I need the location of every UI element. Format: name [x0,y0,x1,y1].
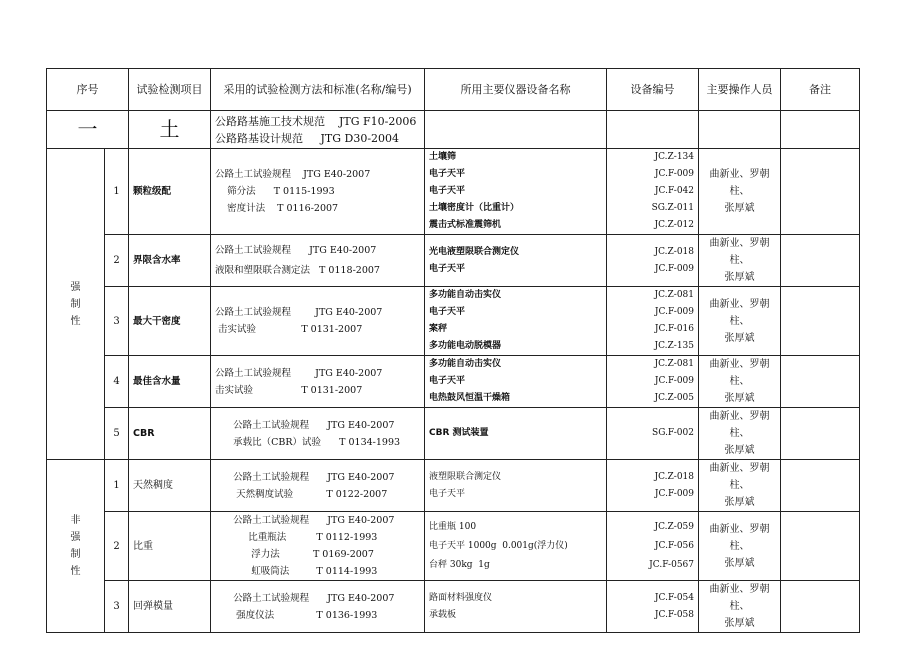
table-row [47,460,860,512]
operator-line: 曲新业、罗朝柱、 [709,584,770,612]
row-note [781,235,860,287]
operator-line: 张厚斌 [724,445,755,456]
equipment-line: 承载板 [429,609,457,620]
row-codes [607,512,699,581]
operator-line: 曲新业、罗朝柱、 [709,238,770,266]
row-no: 2 [105,512,129,581]
row-codes [607,149,699,235]
code-line: JC.F-058 [654,609,694,620]
row-item: 回弹模量 [129,581,211,633]
equipment-line: 电子天平 [429,376,466,386]
code-line: SG.F-002 [652,428,694,438]
header-operator: 主要操作人员 [699,69,781,111]
operator-line: 曲新业、罗朝柱、 [709,463,770,491]
code-line: JC.F-009 [654,307,694,317]
code-line: JC.Z-005 [654,393,694,403]
header-code: 设备编号 [607,69,699,111]
equipment-line: 多功能自动击实仪 [429,359,502,369]
header-note: 备注 [781,69,860,111]
code-line: JC.Z-134 [654,152,694,162]
section-standard-line: 公路路基施工技术规范 JTG F10-2006 [215,114,417,128]
row-codes [607,460,699,512]
row-no: 3 [105,581,129,633]
row-equipment [425,287,607,356]
row-operators [699,356,781,408]
equipment-line: 路面材料强度仪 [429,592,493,603]
table-row [47,356,860,408]
row-no: 5 [105,408,129,460]
code-line: JC.F-009 [654,169,694,179]
operator-line: 张厚斌 [724,393,755,404]
equipment-line: 电子天平 [429,186,466,196]
row-methods [211,149,425,235]
method-line: 击实试验 T 0131-2007 [215,384,363,396]
code-line: JC.F-009 [654,488,694,499]
row-operators [699,512,781,581]
row-methods [211,235,425,287]
table-row [47,149,860,235]
header-row [47,69,860,111]
operator-line: 张厚斌 [724,618,755,629]
row-codes [607,235,699,287]
category-mandatory [47,149,105,460]
method-line: 比重瓶法 T 0112-1993 [215,532,378,543]
header-equipment: 所用主要仪器设备名称 [425,69,607,111]
operator-line: 张厚斌 [724,272,755,283]
operator-line: 曲新业、罗朝柱、 [709,411,770,439]
row-note [781,581,860,633]
method-line: 密度计法 T 0116-2007 [215,203,339,214]
row-methods [211,356,425,408]
row-methods [211,408,425,460]
row-item: 比重 [129,512,211,581]
table-row [47,512,860,581]
code-line: JC.F-009 [654,376,694,386]
operator-line: 曲新业、罗朝柱、 [709,523,770,552]
equipment-line: 电子天平 1000g 0.001g(浮力仪) [429,540,568,551]
equipment-line: 电子天平 [429,263,466,274]
equipment-line: 台秤 30kg 1g [429,559,490,570]
method-line: 强度仪法 T 0136-1993 [215,609,378,621]
row-codes [607,356,699,408]
category-char: 制 [70,298,81,310]
code-line: SG.Z-011 [651,203,694,213]
code-line: JC.Z-059 [654,521,694,532]
row-codes [607,287,699,356]
row-codes [607,408,699,460]
method-line: 公路土工试验规程 JTG E40-2007 [215,367,383,379]
row-no: 4 [105,356,129,408]
equipment-line: 案秤 [429,324,448,334]
row-item: 最大干密度 [129,287,211,356]
row-operators [699,149,781,235]
row-note [781,512,860,581]
row-operators [699,581,781,633]
code-line: JC.Z-012 [654,220,694,230]
operator-line: 曲新业、罗朝柱、 [709,169,770,197]
code-line: JC.F-056 [654,540,694,551]
method-line: 公路土工试验规程 JTG E40-2007 [215,515,395,526]
table-row [47,408,860,460]
equipment-line: 液塑限联合测定仪 [429,471,502,482]
code-line: JC.F-009 [654,263,694,274]
row-equipment [425,356,607,408]
header-item: 试验检测项目 [129,69,211,111]
test-items-table [46,68,860,633]
operator-line: 张厚斌 [724,497,755,508]
row-equipment [425,460,607,512]
row-no: 2 [105,235,129,287]
method-line: 筛分法 T 0115-1993 [215,186,335,197]
row-note [781,356,860,408]
section-standard-line: 公路路基设计规范 JTG D30-2004 [215,131,400,145]
operator-line: 张厚斌 [724,557,755,569]
code-line: JC.F-042 [654,186,694,196]
section-name: 土 [129,111,211,149]
header-method: 采用的试验检测方法和标准(名称/编号) [211,69,425,111]
method-line: 公路土工试验规程 JTG E40-2007 [215,419,395,431]
code-line: JC.F-0567 [649,559,694,570]
category-char: 非 [70,515,81,526]
code-line: JC.Z-018 [654,246,694,257]
row-codes [607,581,699,633]
table-row [47,287,860,356]
method-line: 天然稠度试验 T 0122-2007 [215,488,388,500]
method-line: 公路土工试验规程 JTG E40-2007 [215,169,371,180]
section-row [47,111,860,149]
row-item: 界限含水率 [129,235,211,287]
row-operators [699,287,781,356]
equipment-line: 电子天平 [429,169,466,179]
row-item: 最佳含水量 [129,356,211,408]
row-operators [699,235,781,287]
row-equipment [425,149,607,235]
equipment-line: 电子天平 [429,307,466,317]
row-equipment [425,408,607,460]
row-operators [699,408,781,460]
equipment-line: 震击式标准震筛机 [429,220,502,230]
section-index: 一 [47,111,129,149]
row-equipment [425,235,607,287]
code-line: JC.Z-135 [654,341,694,351]
category-char: 性 [70,315,81,327]
code-line: JC.Z-018 [654,471,694,482]
method-line: 虹吸筒法 T 0114-1993 [215,566,378,577]
row-note [781,149,860,235]
method-line: 承载比（CBR）试验 T 0134-1993 [215,436,401,448]
operator-line: 张厚斌 [724,332,755,344]
equipment-line: 比重瓶 100 [429,521,477,532]
category-char: 性 [70,566,81,577]
table-row [47,235,860,287]
equipment-line: CBR 测试装置 [429,428,489,438]
equipment-line: 多功能自动击实仪 [429,290,502,300]
operator-line: 张厚斌 [724,203,755,214]
method-line: 公路土工试验规程 JTG E40-2007 [215,592,395,604]
equipment-line: 电热鼓风恒温干燥箱 [429,393,511,403]
row-equipment [425,581,607,633]
header-index: 序号 [47,69,129,111]
row-methods [211,287,425,356]
row-methods [211,460,425,512]
method-line: 击实试验 T 0131-2007 [215,324,363,335]
category-char: 制 [70,549,81,560]
row-equipment [425,512,607,581]
row-item: CBR [129,408,211,460]
method-line: 公路土工试验规程 JTG E40-2007 [215,307,383,318]
row-no: 1 [105,460,129,512]
row-operators [699,460,781,512]
code-line: JC.Z-081 [654,359,694,369]
section-standards [211,111,425,149]
equipment-line: 土壤筛 [429,152,457,162]
row-no: 1 [105,149,129,235]
row-methods [211,512,425,581]
category-char: 强 [70,532,81,543]
equipment-line: 光电液塑限联合测定仪 [429,246,520,257]
equipment-line: 多功能电动脱模器 [429,341,502,351]
table-row [47,581,860,633]
row-note [781,408,860,460]
method-line: 公路土工试验规程 JTG E40-2007 [215,471,395,483]
category-char: 强 [70,281,81,293]
code-line: JC.F-016 [654,324,694,334]
code-line: JC.F-054 [654,592,694,603]
row-methods [211,581,425,633]
code-line: JC.Z-081 [654,290,694,300]
row-no: 3 [105,287,129,356]
category-non-mandatory [47,460,105,633]
row-item: 天然稠度 [129,460,211,512]
method-line: 浮力法 T 0169-2007 [215,549,374,560]
operator-line: 曲新业、罗朝柱、 [709,359,770,387]
row-note [781,287,860,356]
equipment-line: 土壤密度计（比重计） [429,203,520,213]
operator-line: 曲新业、罗朝柱、 [709,298,770,327]
equipment-line: 电子天平 [429,488,466,499]
row-note [781,460,860,512]
row-item: 颗粒级配 [129,149,211,235]
method-line: 液限和塑限联合测定法 T 0118-2007 [215,265,380,276]
method-line: 公路土工试验规程 JTG E40-2007 [215,245,377,256]
